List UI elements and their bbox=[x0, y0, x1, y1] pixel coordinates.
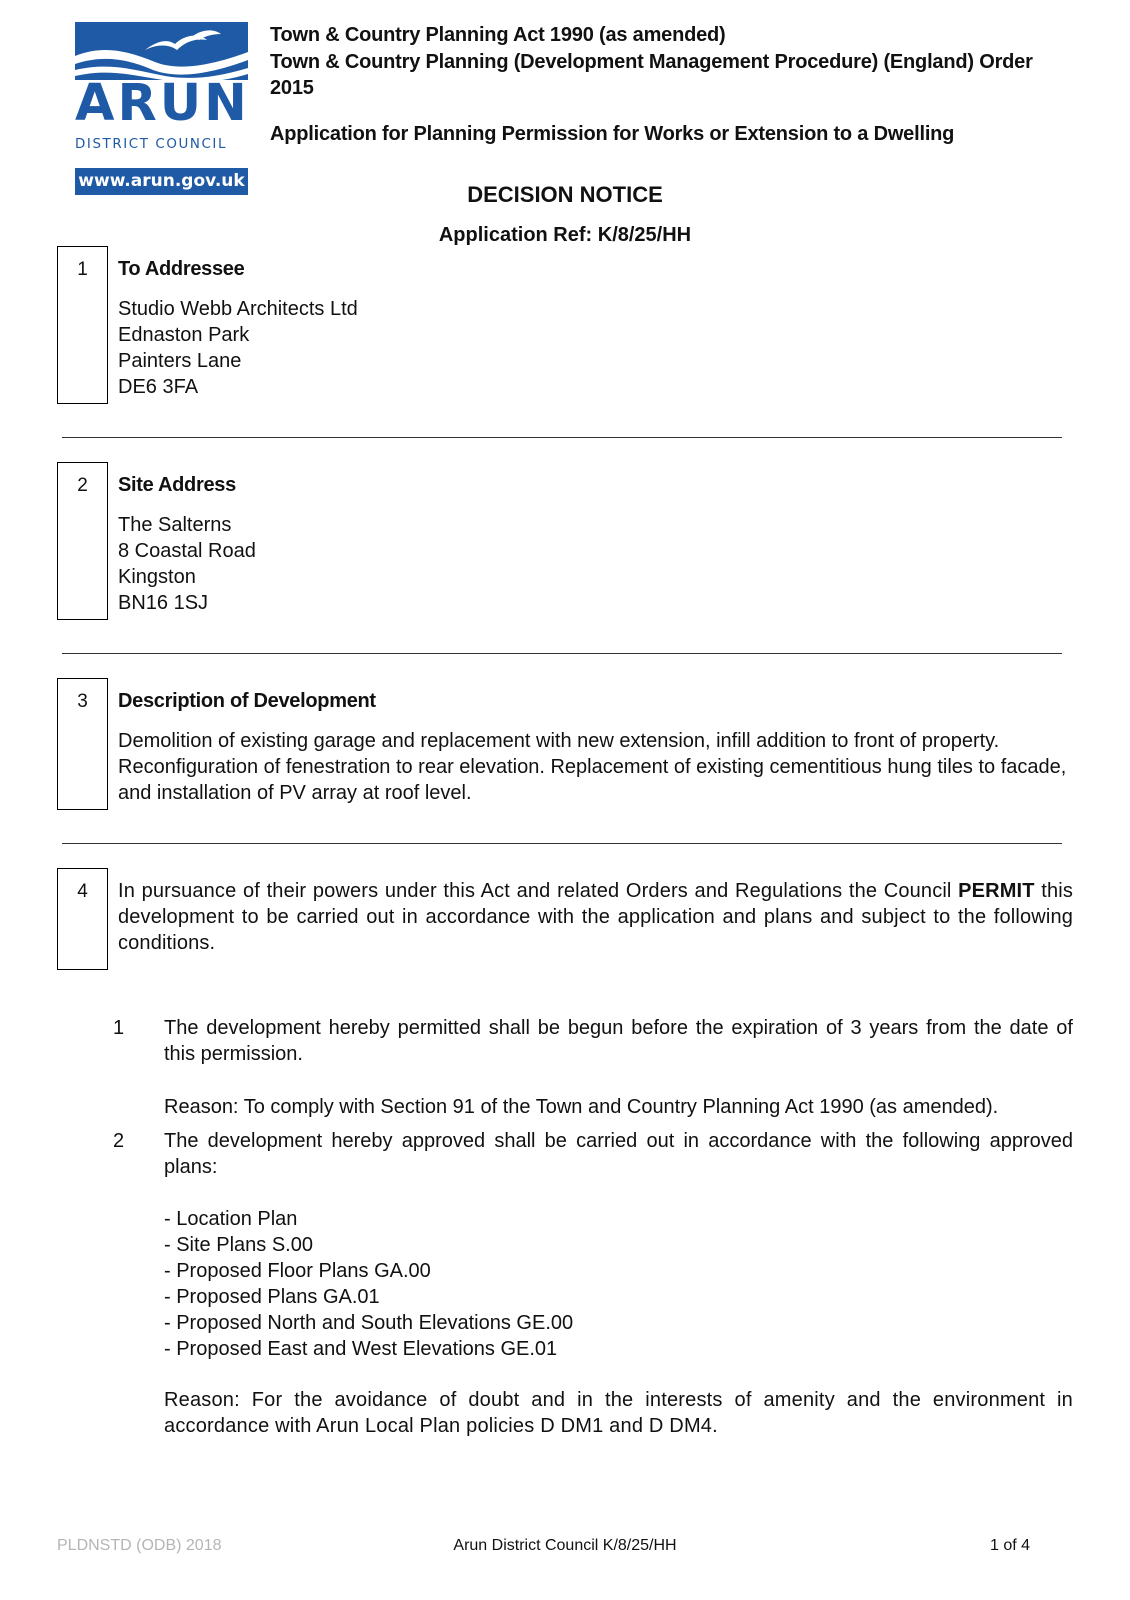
notice-title: DECISION NOTICE bbox=[467, 182, 663, 207]
plan-item: - Site Plans S.00 bbox=[164, 1234, 313, 1256]
divider bbox=[62, 653, 1062, 654]
plan-item: - Proposed Floor Plans GA.00 bbox=[164, 1260, 431, 1282]
address-line: Painters Lane bbox=[118, 350, 242, 372]
section-number-box: 1 bbox=[57, 246, 108, 404]
development-description: Demolition of existing garage and replacement with new extension, infill addition to front of property. Reconfiguration of fenestration to rear elevation. Replacement of existing cementitious hung tiles to facade, and installation of PV array at roof level. bbox=[118, 730, 1067, 804]
application-ref: Application Ref: K/8/25/HH bbox=[438, 224, 692, 246]
footer-reference: Arun District Council K/8/25/HH bbox=[453, 1537, 677, 1554]
condition-text: The development hereby approved shall be carried out in accordance with the following approved plans: bbox=[164, 1130, 1073, 1178]
address-line: Kingston bbox=[118, 566, 196, 588]
section-number-box: 2 bbox=[57, 462, 108, 620]
addressee-block bbox=[118, 296, 358, 400]
condition-text: The development hereby permitted shall be begun before the expiration of 3 years from the date of this permission. bbox=[164, 1017, 1073, 1065]
address-line: Ednaston Park bbox=[118, 324, 250, 346]
address-line: Studio Webb Architects Ltd bbox=[118, 298, 358, 320]
site-address-block bbox=[118, 512, 256, 616]
order-line-1: Town & Country Planning (Development Management Procedure) (England) Order bbox=[270, 51, 1033, 73]
condition-reason: Reason: For the avoidance of doubt and in the interests of amenity and the environment in accordance with Arun Local Plan policies D DM1 and D DM4. bbox=[164, 1389, 1073, 1437]
logo-wave-banner bbox=[75, 22, 248, 80]
address-line: DE6 3FA bbox=[118, 376, 199, 398]
address-line: The Salterns bbox=[118, 514, 232, 536]
condition-number: 2 bbox=[113, 1130, 125, 1152]
decision-text-after: this development to be carried out in accordance with the application and plans and subject to the following conditions. bbox=[118, 880, 1073, 954]
section-title: To Addressee bbox=[118, 258, 245, 280]
order-line-2: 2015 bbox=[270, 77, 314, 99]
page-number: 1 of 4 bbox=[990, 1537, 1031, 1554]
condition-reason: Reason: To comply with Section 91 of the Town and Country Planning Act 1990 (as amended). bbox=[164, 1096, 999, 1118]
decision-text-before: In pursuance of their powers under this Act and related Orders and Regulations the Council bbox=[118, 880, 959, 902]
section-title: Description of Development bbox=[118, 690, 376, 712]
divider bbox=[62, 843, 1062, 844]
approved-plans-list bbox=[164, 1206, 573, 1362]
logo-url[interactable]: www.arun.gov.uk bbox=[75, 168, 248, 195]
act-line: Town & Country Planning Act 1990 (as amended) bbox=[270, 24, 726, 46]
plan-item: - Proposed Plans GA.01 bbox=[164, 1286, 380, 1308]
decision-statement bbox=[118, 878, 1073, 956]
address-line: 8 Coastal Road bbox=[118, 540, 256, 562]
address-line: BN16 1SJ bbox=[118, 592, 209, 614]
decision-word: PERMIT bbox=[958, 880, 1035, 902]
plan-item: - Location Plan bbox=[164, 1208, 298, 1230]
section-title: Site Address bbox=[118, 474, 236, 496]
divider bbox=[62, 437, 1062, 438]
plan-item: - Proposed East and West Elevations GE.01 bbox=[164, 1338, 558, 1360]
logo-name: ARUN bbox=[75, 74, 250, 133]
application-type: Application for Planning Permission for Works or Extension to a Dwelling bbox=[270, 123, 955, 145]
footer-form-code: PLDNSTD (ODB) 2018 bbox=[57, 1537, 222, 1554]
logo-subtitle: DISTRICT COUNCIL bbox=[75, 137, 228, 152]
plan-item: - Proposed North and South Elevations GE.00 bbox=[164, 1312, 574, 1334]
section-number-box: 3 bbox=[57, 678, 108, 810]
arun-logo bbox=[75, 22, 248, 197]
section-number-box: 4 bbox=[57, 868, 108, 970]
condition-number: 1 bbox=[113, 1017, 125, 1039]
